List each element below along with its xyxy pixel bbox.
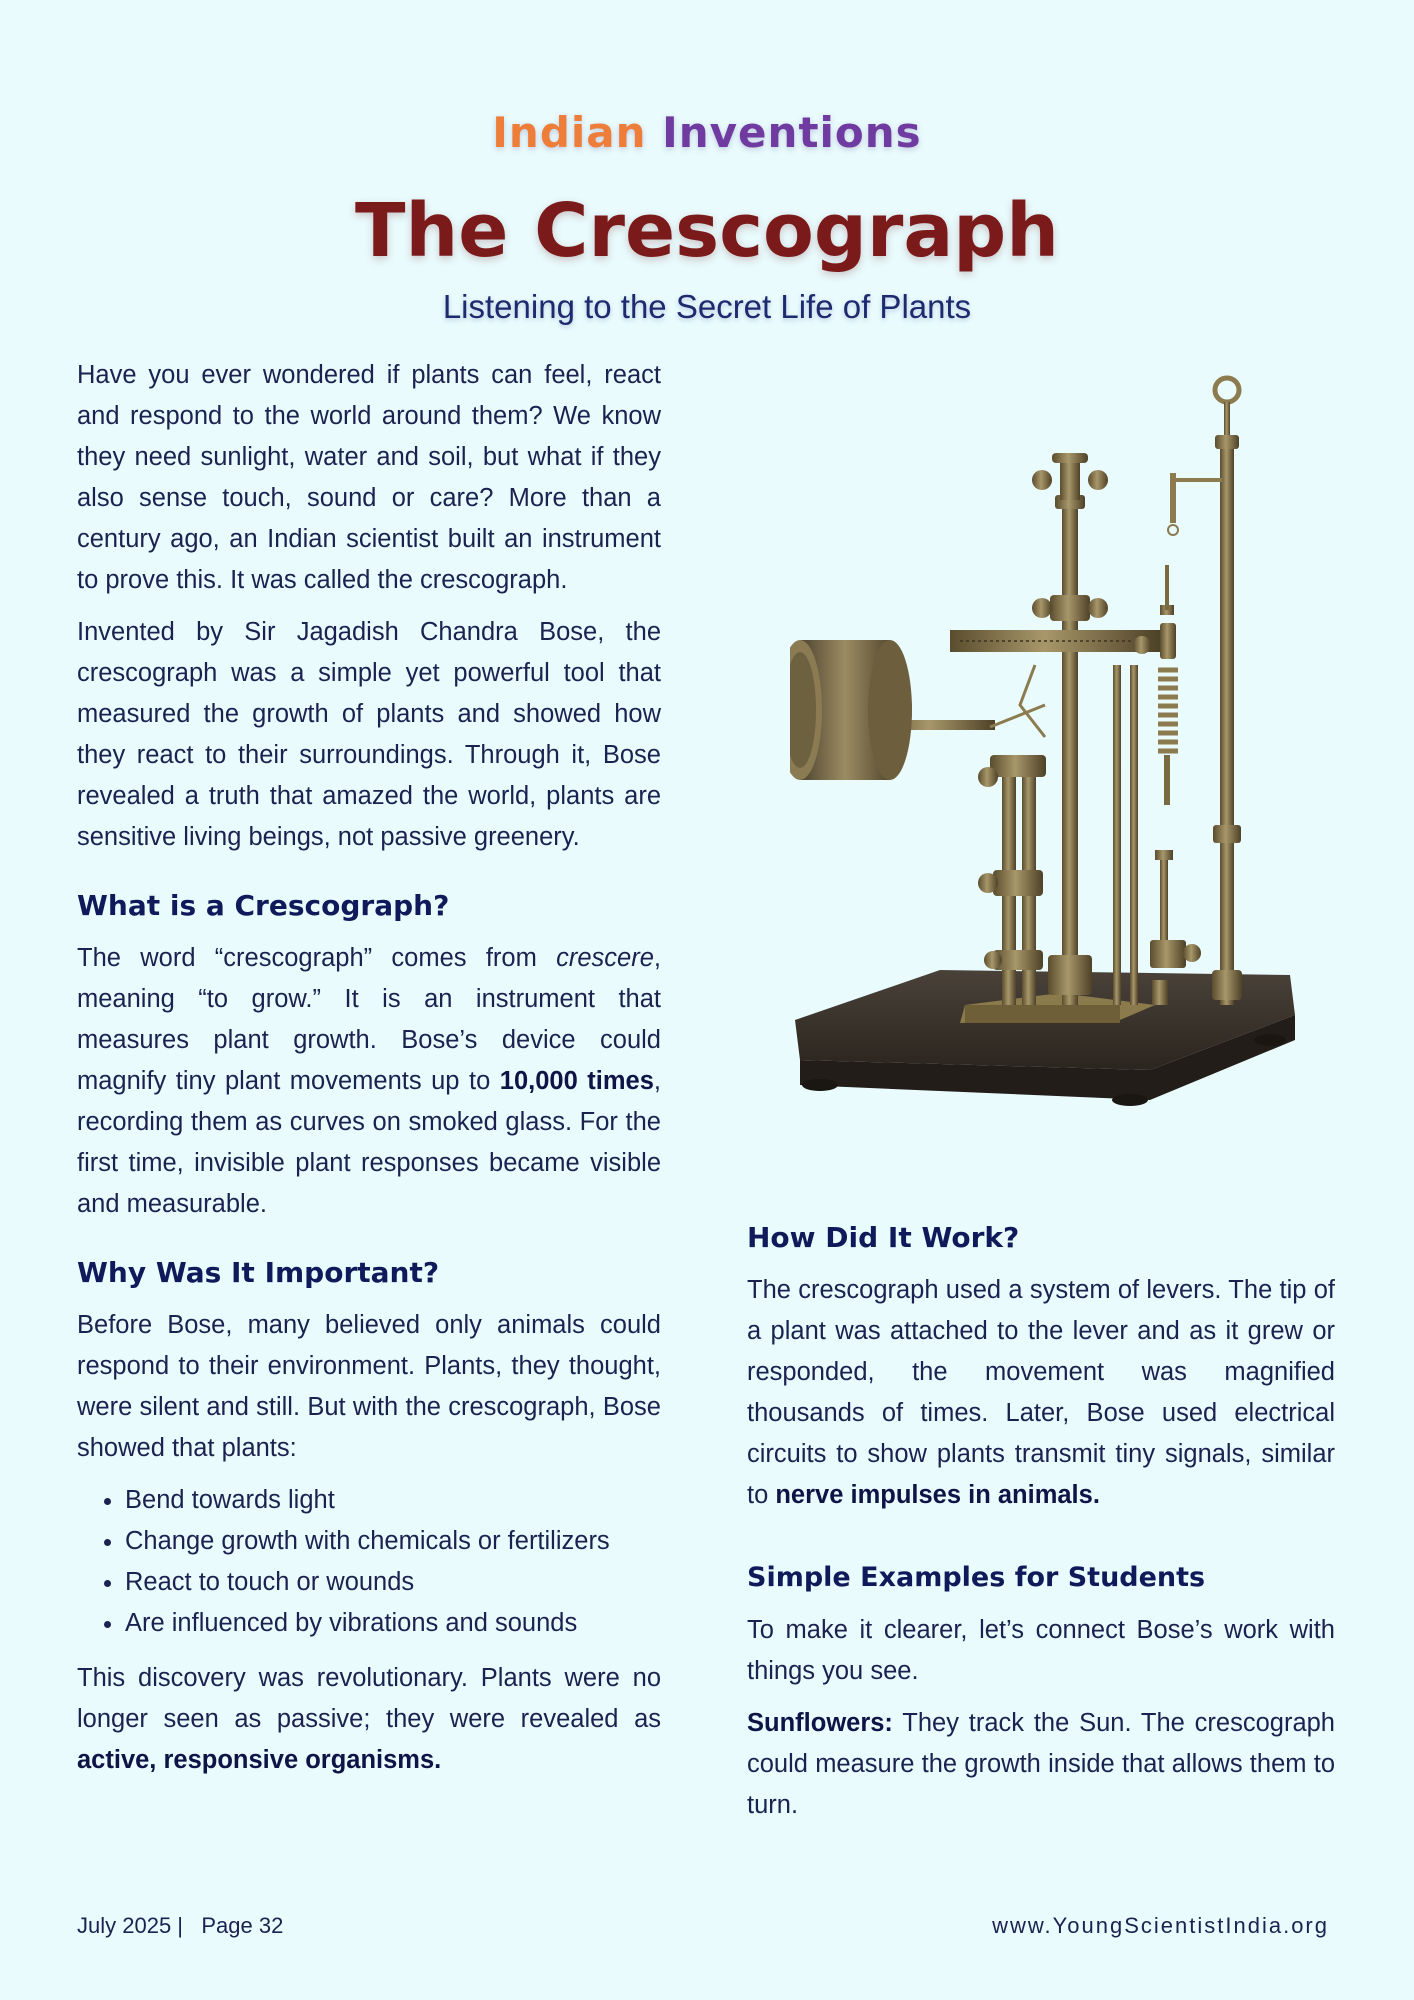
- footer-issue: [77, 1913, 283, 1939]
- findings-list: [77, 1480, 661, 1644]
- how-paragraph: The crescograph used a system of levers. The tip of a plant was attached to the lever and as it grew or responded, the movement was magnified thousands of times. Later, Bose used electrical circuits to show plants transmit tiny signals, similar to nerve impulses in animals.: [747, 1276, 1335, 1509]
- list-item: • Are influenced by vibrations and sounds: [125, 1603, 661, 1644]
- heading-examples: Simple Examples for Students: [747, 1562, 1206, 1593]
- heading-why-important: Why Was It Important?: [77, 1256, 440, 1289]
- what-paragraph: The word “crescograph” comes from crescere, meaning “to grow.” It is an instrument that measures plant growth. Bose’s device could magnify tiny plant movements up to 10,000 times, recording them as curves on smoked glass. For the first time, invisible plant responses became visible and measurable.: [77, 944, 661, 1218]
- list-item: • Bend towards light: [125, 1480, 661, 1521]
- heading-how-work: How Did It Work?: [747, 1221, 1020, 1254]
- nerve-impulse-highlight: nerve impulses in animals.: [775, 1481, 1100, 1509]
- list-item: • React to touch or wounds: [125, 1562, 661, 1603]
- sunflower-example: Sunflowers: They track the Sun. The crescograph could measure the growth inside that allows them to turn.: [747, 1709, 1335, 1819]
- kicker-word-indian: Indian: [492, 108, 647, 157]
- magnification-highlight: 10,000 times: [499, 1067, 654, 1095]
- sunflower-label: Sunflowers:: [747, 1709, 893, 1737]
- footer-date: July 2025 |: [77, 1913, 184, 1938]
- intro-paragraph-2: Invented by Sir Jagadish Chandra Bose, the crescograph was a simple yet powerful tool that measured the growth of plants and showed how they react to their surroundings. Through it, Bose revealed a truth that amazed the world, plants are sensitive living beings, not passive greenery.: [77, 618, 661, 851]
- page-title: The Crescograph: [355, 188, 1059, 274]
- section-kicker: [0, 108, 1414, 157]
- latin-word: crescere: [556, 944, 654, 972]
- left-column: [77, 355, 661, 1792]
- conclusion-paragraph: This discovery was revolutionary. Plants were no longer seen as passive; they were revealed as active, responsive organisms.: [77, 1664, 661, 1774]
- footer-website[interactable]: www.YoungScientistIndia.org: [992, 1913, 1329, 1938]
- why-paragraph: Before Bose, many believed only animals could respond to their environment. Plants, they thought, were silent and still. But with the crescograph, Bose showed that plants:: [77, 1311, 661, 1462]
- kicker-word-inventions: Inventions: [662, 108, 922, 157]
- conclusion-highlight: active, responsive organisms.: [77, 1746, 442, 1774]
- examples-intro: To make it clearer, let’s connect Bose’s work with things you see.: [747, 1616, 1335, 1685]
- list-item: • Change growth with chemicals or fertilizers: [125, 1521, 661, 1562]
- right-column: [747, 1220, 1335, 1837]
- page-subtitle: Listening to the Secret Life of Plants: [442, 288, 972, 325]
- footer-page-number: Page 32: [201, 1913, 284, 1938]
- intro-paragraph-1: Have you ever wondered if plants can feel, react and respond to the world around them? We know they need sunlight, water and soil, but what if they also sense touch, sound or care? More than a century ago, an Indian scientist built an instrument to prove this. It was called the crescograph.: [77, 361, 661, 594]
- crescograph-illustration: [790, 365, 1310, 1175]
- heading-what-is: What is a Crescograph?: [77, 889, 450, 922]
